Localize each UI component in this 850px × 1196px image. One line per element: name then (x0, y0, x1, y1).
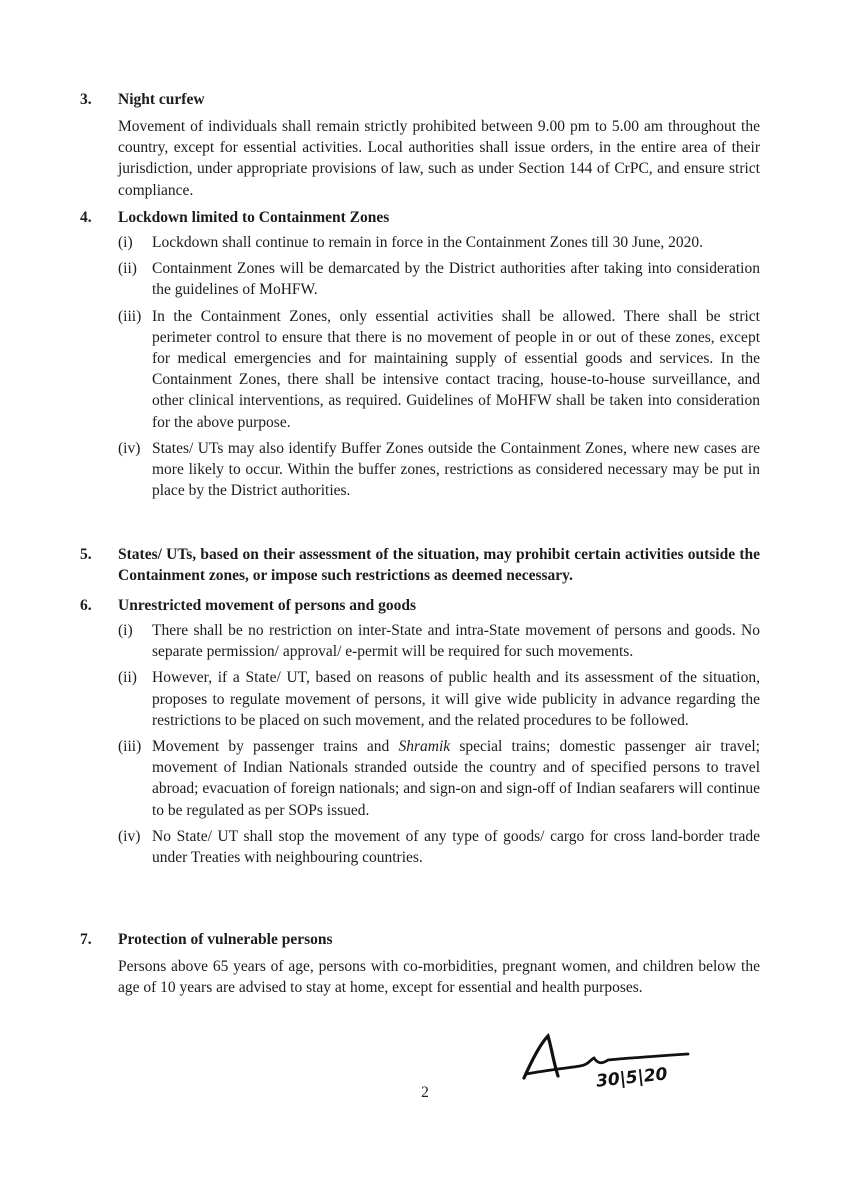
section-number: 6. (80, 597, 92, 614)
section-header (80, 90, 760, 110)
section-body: Movement of individuals shall remain strictly prohibited between 9.00 pm to 5.00 am throughout the country, except for essential activities. Local authorities shall issue orders, in the entire area of their jurisdiction, under appropriate provisions of law, such as under Section 144 of CrPC, and ensure strict compliance. (118, 118, 760, 199)
item-label: (ii) (118, 260, 137, 278)
section-vulnerable-persons (80, 930, 760, 998)
item-text: Lockdown shall continue to remain in force in the Containment Zones till 30 June, 2020. (152, 234, 703, 251)
item-text: However, if a State/ UT, based on reasons of public health and its assessment of the situation, proposes to regulate movement of persons, it will give wide publicity in advance regarding the restrictions to be placed on such movement, and the related procedures to be followed. (152, 669, 760, 729)
section-header (80, 544, 760, 586)
section-header (80, 208, 760, 228)
section-title: States/ UTs, based on their assessment of the situation, may prohibit certain activities outside the Containment zones, or impose such restrictions as deemed necessary. (118, 546, 760, 584)
section-title: Night curfew (118, 91, 205, 108)
item-text: No State/ UT shall stop the movement of any type of goods/ cargo for cross land-border trade under Treaties with neighbouring countries. (152, 827, 760, 867)
item-label: (i) (118, 622, 133, 639)
sub-item-list (118, 232, 760, 501)
item-label: (i) (118, 234, 133, 251)
item-text-italic: Shramik (398, 738, 451, 756)
item-text-end: special trains; domestic passenger air travel; movement of Indian Nationals stranded outside the country and of specified persons to travel abroad; evacuation of foreign nationals; and sign-on and sign-off of Indian seafarers will continue to be regulated as per SOPs issued. (152, 738, 760, 819)
section-title: Protection of vulnerable persons (118, 931, 333, 948)
item-text: States/ UTs may also identify Buffer Zones outside the Containment Zones, where new cases are more likely to occur. Within the buffer zones, restrictions as considered necessary may be put in place by the District authorities. (152, 439, 760, 500)
section-number: 5. (80, 546, 92, 563)
section-night-curfew (80, 90, 760, 201)
list-item (118, 438, 760, 502)
item-label: (ii) (118, 669, 137, 687)
page-number: 2 (421, 1084, 429, 1101)
list-item (118, 736, 760, 821)
section-state-restrictions (80, 544, 760, 586)
item-label: (iii) (118, 738, 142, 756)
list-item (118, 232, 760, 253)
list-item (118, 306, 760, 433)
item-text: Containment Zones will be demarcated by the District authorities after taking into consideration the guidelines of MoHFW. (152, 260, 760, 299)
section-number: 4. (80, 209, 92, 226)
section-lockdown (80, 208, 760, 506)
item-label: (iv) (118, 827, 141, 845)
section-unrestricted-movement (80, 596, 760, 873)
section-title: Unrestricted movement of persons and goods (118, 597, 417, 614)
list-item (118, 258, 760, 300)
list-item (118, 826, 760, 868)
sub-item-list (118, 620, 760, 868)
item-text: In the Containment Zones, only essential activities shall be allowed. There shall be strict perimeter control to ensure that there is no movement of people in or out of these zones, except for medical emergencies and for maintaining supply of essential goods and services. In the Containment Zones, there shall be intensive contact tracing, house-to-house surveillance, and other clinical interventions, as required. Guidelines of MoHFW shall be taken into consideration for the above purpose. (152, 307, 760, 431)
item-label: (iii) (118, 307, 142, 325)
section-header (80, 930, 760, 950)
list-item (118, 620, 760, 662)
item-label: (iv) (118, 439, 141, 457)
signature-date: 30|5|20 (595, 1064, 669, 1092)
item-text-start: Movement by passenger trains and (152, 738, 399, 756)
section-title: Lockdown limited to Containment Zones (118, 209, 390, 226)
item-text (152, 736, 760, 821)
section-number: 3. (80, 91, 92, 108)
section-number: 7. (80, 931, 92, 948)
list-item (118, 667, 760, 731)
section-header (80, 596, 760, 616)
section-body: Persons above 65 years of age, persons with co-morbidities, pregnant women, and children below the age of 10 years are advised to stay at home, except for essential and health purposes. (118, 958, 760, 997)
item-text: There shall be no restriction on inter-State and intra-State movement of persons and goods. No separate permission/ approval/ e-permit will be required for such movements. (152, 622, 760, 661)
